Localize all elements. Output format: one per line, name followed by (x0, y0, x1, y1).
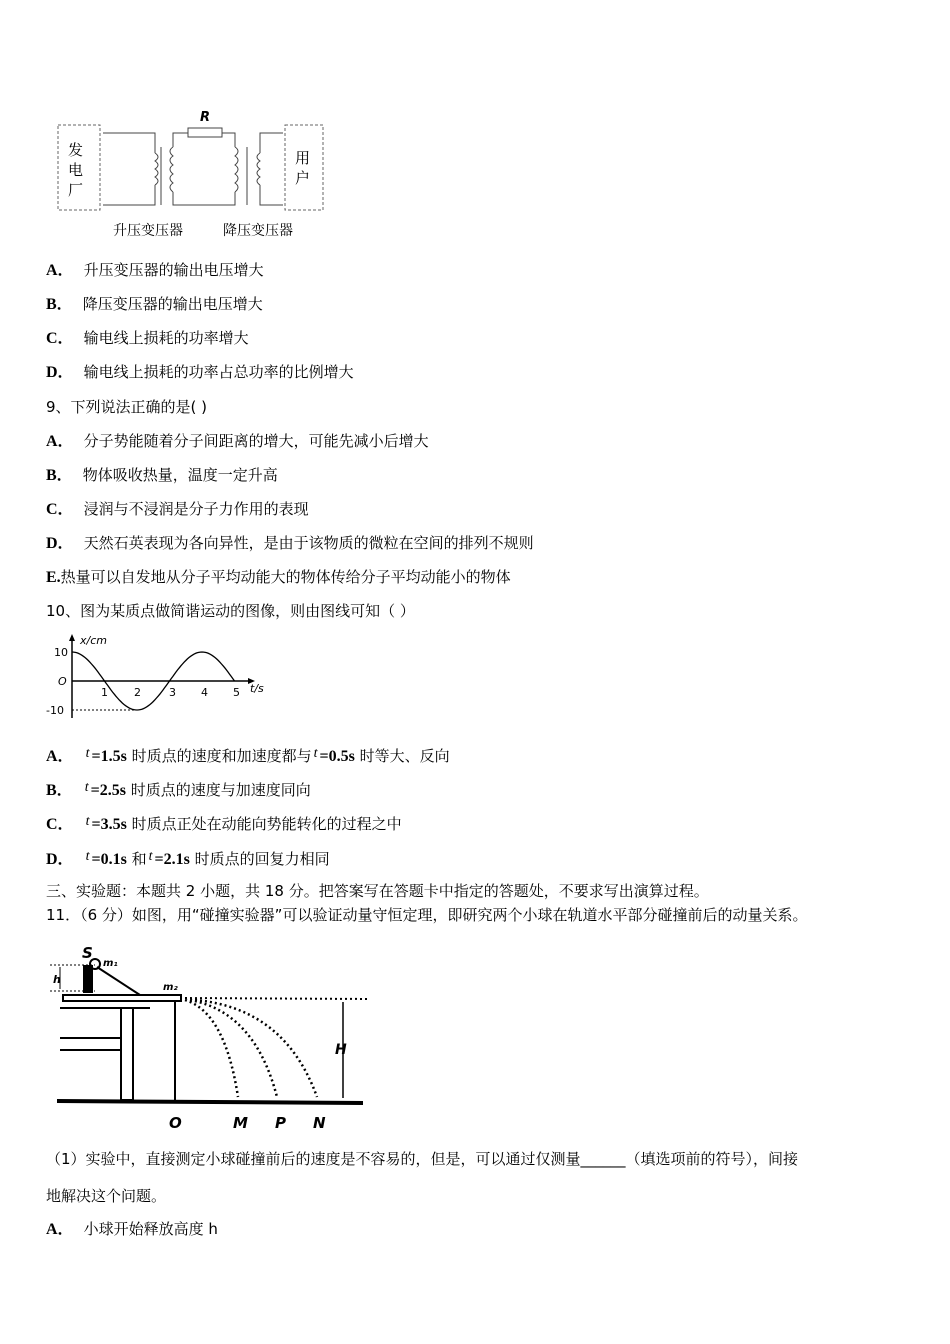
q11-option-a (46, 1219, 218, 1240)
q8-option-b (46, 294, 263, 315)
option-label: D． (46, 535, 74, 552)
var-t: t (85, 849, 90, 864)
label-H: H (335, 1042, 347, 1058)
plant-label: 电 (68, 161, 84, 179)
var-t: t (85, 814, 90, 829)
step-down-label: 降压变压器 (223, 223, 293, 239)
option-label: A． (46, 262, 74, 279)
x-tick: 3 (169, 686, 176, 699)
q10-stem: 10、图为某质点做简谐运动的图像，则由图线可知（ ） (46, 602, 415, 620)
option-label: A． (46, 748, 74, 765)
collision-apparatus-diagram (45, 942, 380, 1137)
q9-option-e (46, 567, 511, 588)
option-text: 小球开始释放高度 h (83, 1220, 218, 1238)
var-t: t (85, 746, 90, 761)
option-label: B． (46, 467, 73, 484)
user-label: 用 (295, 149, 311, 167)
q9-stem: 9、下列说法正确的是( ) (46, 398, 208, 416)
y-tick: -10 (46, 704, 64, 717)
label-h: h (53, 973, 61, 986)
label-s: S (82, 944, 93, 962)
var-t: t (148, 849, 153, 864)
point-m: M (233, 1114, 248, 1132)
point-n: N (313, 1114, 326, 1132)
y-axis-label: x/cm (80, 634, 107, 647)
q10-option-c (46, 812, 402, 835)
option-text: 物体吸收热量，温度一定升高 (82, 466, 278, 484)
option-text: 时等大、反向 (354, 747, 450, 765)
q11-sub1-line1: （1）实验中，直接测定小球碰撞前后的速度是不容易的，但是，可以通过仅测量______（填选项前的符号），间接 (46, 1150, 799, 1168)
option-text: 时质点正处在动能向势能转化的过程之中 (126, 815, 402, 833)
option-label: B． (46, 296, 73, 313)
option-text: 浸润与不浸润是分子力作用的表现 (83, 500, 309, 518)
option-label: C． (46, 501, 74, 518)
x-tick: 4 (201, 686, 208, 699)
option-text: 热量可以自发地从分子平均动能大的物体传给分子平均动能小的物体 (60, 568, 511, 586)
option-label: A． (46, 433, 74, 450)
section-3-heading: 三、实验题：本题共 2 小题，共 18 分。把答案写在答题卡中指定的答题处，不要求写出演算过程。 (46, 882, 709, 900)
option-text: 降压变压器的输出电压增大 (82, 295, 263, 313)
q8-option-d (46, 362, 354, 383)
q9-option-b (46, 465, 278, 486)
x-tick: 1 (101, 686, 108, 699)
label-m1: m₁ (103, 958, 118, 969)
time-value: =3.5s (91, 816, 127, 833)
shm-graph (40, 630, 280, 725)
q9-option-c (46, 499, 309, 520)
option-label: B． (46, 782, 73, 799)
option-label: C． (46, 330, 74, 347)
option-text: 输电线上损耗的功率占总功率的比例增大 (83, 363, 354, 381)
option-label: A． (46, 1221, 74, 1238)
y-tick: 10 (54, 646, 68, 659)
q10-option-a (46, 744, 450, 767)
point-o: O (169, 1114, 182, 1132)
resistor-label: R (200, 110, 211, 125)
label-m2: m₂ (163, 982, 178, 993)
time-value: =2.5s (90, 782, 126, 799)
option-text: 升压变压器的输出电压增大 (83, 261, 264, 279)
time-value: =0.1s (91, 851, 127, 868)
option-text: 和 (126, 850, 147, 868)
option-text: 时质点的回复力相同 (189, 850, 330, 868)
q9-option-d (46, 533, 534, 554)
user-label: 户 (295, 169, 311, 187)
option-label: D． (46, 851, 74, 868)
x-axis-label: t/s (250, 682, 264, 695)
x-tick: 5 (233, 686, 240, 699)
time-value: =1.5s (91, 748, 127, 765)
option-text: 时质点的速度与加速度同向 (125, 781, 311, 799)
q10-option-d (46, 847, 330, 870)
step-up-label: 升压变压器 (113, 223, 183, 239)
x-tick: 2 (134, 686, 141, 699)
time-value: =2.1s (154, 851, 190, 868)
q11-stem: 11．（6 分）如图，用“碰撞实验器”可以验证动量守恒定理，即研究两个小球在轨道水平部分碰撞前后的动量关系。 (46, 906, 808, 924)
var-t: t (84, 780, 89, 795)
option-text: 输电线上损耗的功率增大 (83, 329, 249, 347)
option-text: 天然石英表现为各向异性，是由于该物质的微粒在空间的排列不规则 (83, 534, 534, 552)
q11-sub1-line2: 地解决这个问题。 (46, 1187, 167, 1205)
q8-option-c (46, 328, 249, 349)
option-text: 时质点的速度和加速度都与 (126, 747, 312, 765)
option-label: E. (46, 569, 61, 586)
q9-option-a (46, 431, 429, 452)
transformer-diagram (55, 105, 330, 240)
q10-option-b (46, 778, 311, 801)
plant-label: 发 (68, 141, 84, 159)
point-p: P (275, 1114, 286, 1132)
option-text: 分子势能随着分子间距离的增大，可能先减小后增大 (83, 432, 429, 450)
option-label: C． (46, 816, 74, 833)
plant-label: 厂 (68, 181, 84, 199)
var-t: t (313, 746, 318, 761)
origin-label: O (58, 675, 67, 688)
option-label: D． (46, 364, 74, 381)
time-value: =0.5s (319, 748, 355, 765)
q8-option-a (46, 260, 264, 281)
